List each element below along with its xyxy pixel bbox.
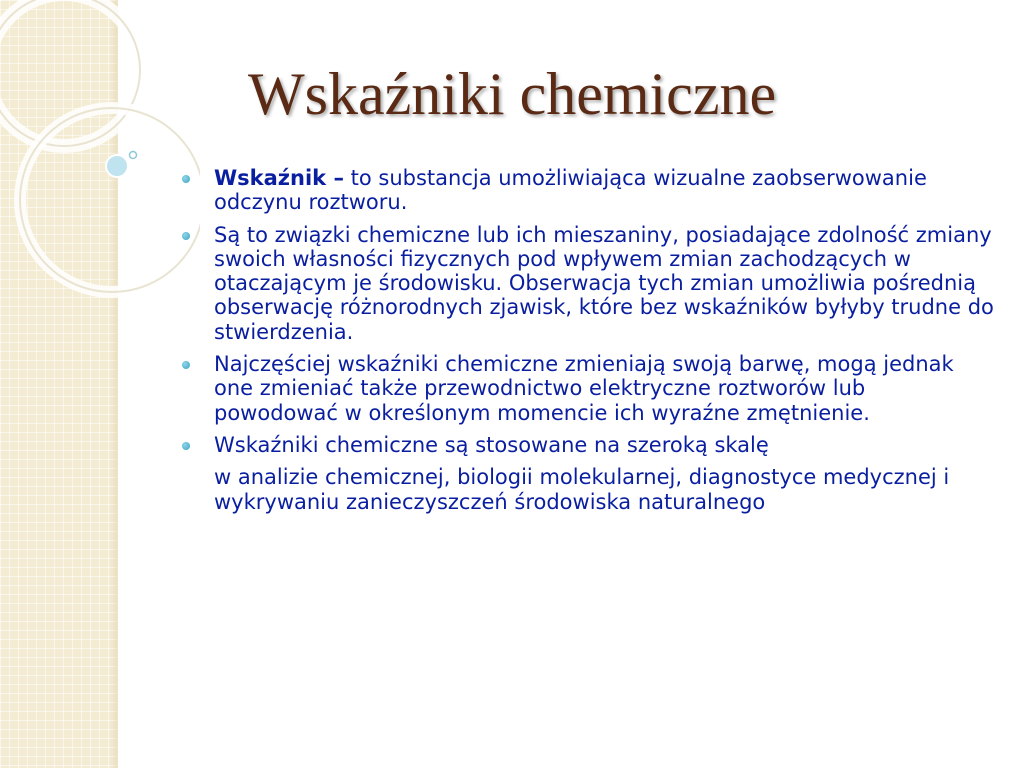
bullet-item-4	[182, 433, 994, 457]
continuation-paragraph: w analizie chemicznej, biologii molekularnej, diagnostyce medycznej i wykrywaniu zanieczyszczeń środowiska naturalnego	[214, 465, 950, 514]
bullet-text: Są to związki chemiczne lub ich mieszaniny, posiadające zdolność zmiany swoich własności fizycznych pod wpływem zmian zachodzących w otaczającym je środowisku. Obserwacja tych zmian umożliwia pośrednią obserwację różnorodnych zjawisk, które bez wskaźników byłyby trudne do stwierdzenia.	[214, 222, 994, 344]
blue-dot-large	[106, 155, 128, 177]
bullet-dot-icon	[182, 442, 190, 450]
bullet-text: Najczęściej wskaźniki chemiczne zmieniają swoją barwę, mogą jednak one zmieniać także przewodnictwo elektryczne roztworów lub powodować w określonym momencie ich wyraźne zmętnienie.	[214, 352, 954, 425]
bullet-list	[182, 166, 994, 514]
bullet-text: to substancja umożliwiająca wizualne zaobserwowanie odczynu roztworu.	[214, 166, 927, 215]
slide-title: Wskaźniki chemiczne	[248, 61, 777, 127]
bullet-dot-icon	[182, 361, 190, 369]
bullet-dot-icon	[182, 232, 190, 240]
bullet-text: Wskaźniki chemiczne są stosowane na szeroką skalę	[214, 432, 769, 457]
blue-dot-small	[130, 152, 137, 159]
bullet-item-2	[182, 223, 994, 344]
bullet-item-3	[182, 352, 994, 425]
decorative-circles	[0, 0, 200, 330]
bullet-item-1	[182, 166, 994, 215]
definition-term: Wskaźnik –	[214, 166, 344, 190]
bullet-dot-icon	[182, 175, 190, 183]
